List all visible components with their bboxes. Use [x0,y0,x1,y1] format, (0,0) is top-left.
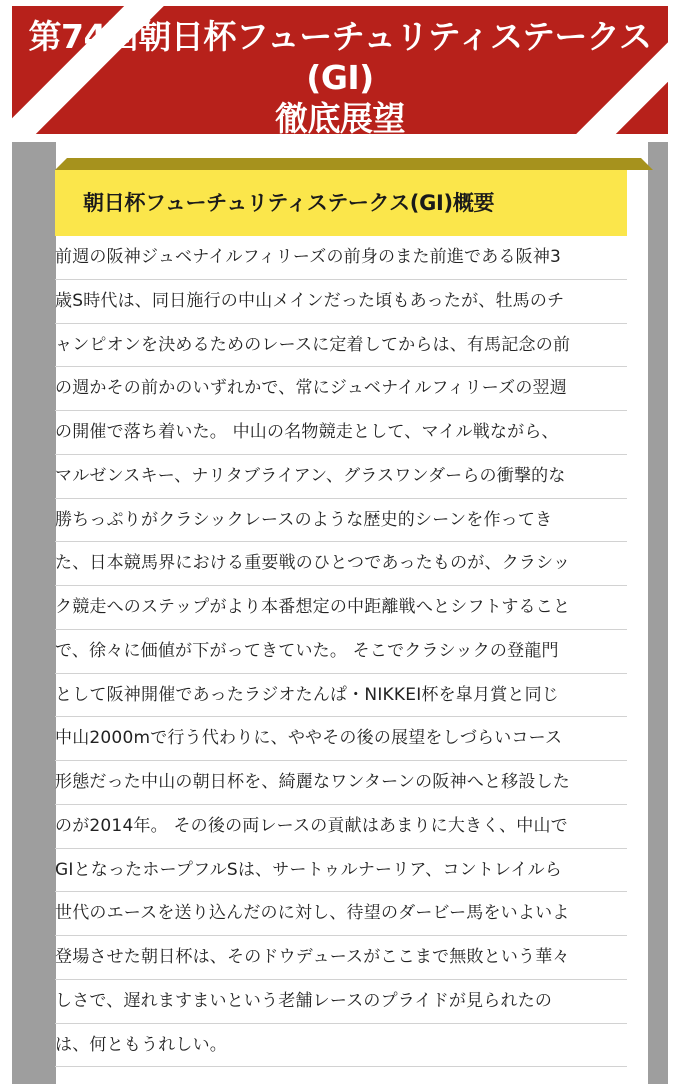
text-line: しさで、遅れますまいという老舗レースのプライドが見られたの [55,980,627,1024]
text-line: のが2014年。 その後の両レースの貢献はあまりに大きく、中山で [55,805,627,849]
title-banner [12,6,668,134]
header-banner [0,0,680,142]
text-line: 歳S時代は、同日施行の中山メインだった頃もあったが、牡馬のチ [55,280,627,324]
section-heading: 朝日杯フューチュリティステークス(GI)概要 [83,191,495,215]
page-title [12,16,668,134]
text-line: ャンピオンを決めるためのレースに定着してからは、有馬記念の前 [55,324,627,368]
text-line: 形態だった中山の朝日杯を、綺麗なワンターンの阪神へと移設した [55,761,627,805]
page-frame [12,142,668,1084]
text-line: 中山2000mで行う代わりに、ややその後の展望をしづらいコース [55,717,627,761]
heading-box-top [55,158,653,170]
section-heading-box [55,170,627,236]
text-line: マルゼンスキー、ナリタブライアン、グラスワンダーらの衝撃的な [55,455,627,499]
page-title-line-1: 第74回朝日杯フューチュリティステークス [28,17,652,56]
page-title-line-2: (GI) [306,58,374,97]
article-body [55,236,627,1067]
text-line: GIとなったホープフルSは、サートゥルナーリア、コントレイルら [55,849,627,893]
text-line: で、徐々に価値が下がってきていた。 そこでクラシックの登龍門 [55,630,627,674]
text-line: 勝ちっぷりがクラシックレースのような歴史的シーンを作ってき [55,499,627,543]
text-line: の開催で落ち着いた。 中山の名物競走として、マイル戦ながら、 [55,411,627,455]
text-line: 登場させた朝日杯は、そのドウデュースがここまで無敗という華々 [55,936,627,980]
text-line: 前週の阪神ジュベナイルフィリーズの前身のまた前進である阪神3 [55,236,627,280]
text-line: ク競走へのステップがより本番想定の中距離戦へとシフトすること [55,586,627,630]
page-title-line-3: 徹底展望 [275,99,405,134]
text-line: た、日本競馬界における重要戦のひとつであったものが、クラシッ [55,542,627,586]
text-line: 世代のエースを送り込んだのに対し、待望のダービー馬をいよいよ [55,892,627,936]
text-line: として阪神開催であったラジオたんぱ・NIKKEI杯を皐月賞と同じ [55,674,627,718]
text-line: の週かその前かのいずれかで、常にジュベナイルフィリーズの翌週 [55,367,627,411]
text-line: は、何ともうれしい。 [55,1024,627,1068]
